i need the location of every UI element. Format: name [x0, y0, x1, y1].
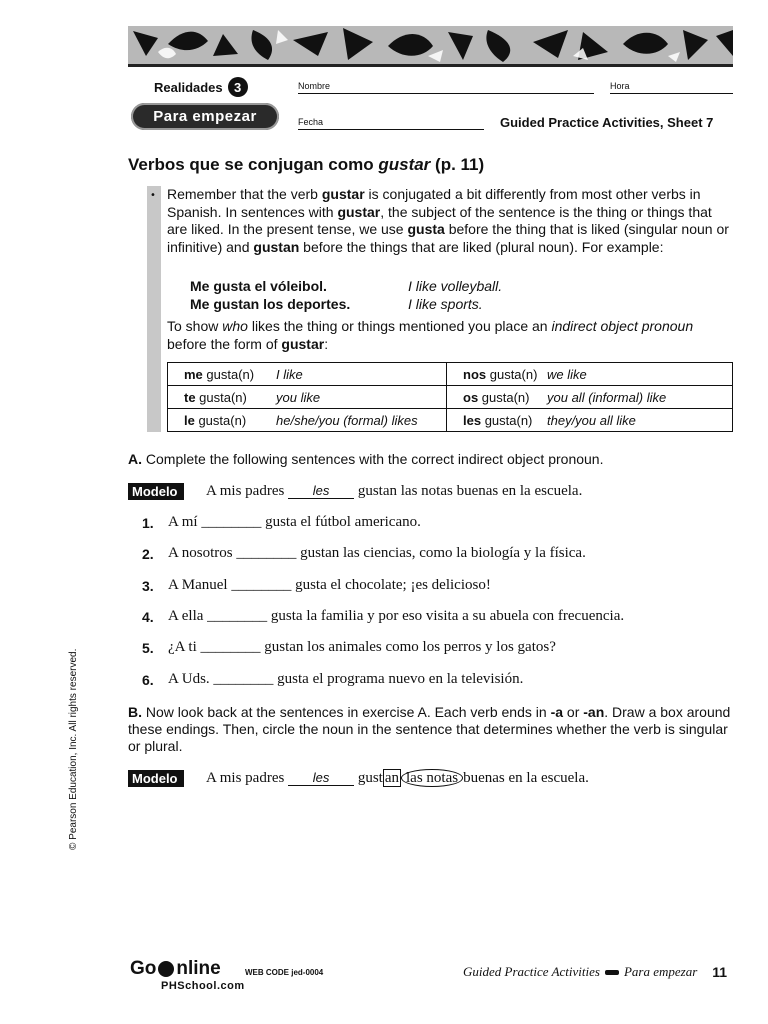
hora-line: [610, 93, 733, 94]
pronoun-table: [167, 362, 733, 432]
fecha-label: Fecha: [298, 117, 324, 127]
header-banner: [128, 26, 733, 64]
item-number: 6.: [142, 672, 154, 688]
level-badge: 3: [228, 77, 248, 97]
example-2: Me gustan los deportes. I like sports.: [190, 296, 483, 312]
item-number: 3.: [142, 578, 154, 594]
modelo-a-sentence: A mis padres les gustan las notas buenas en la escuela.: [206, 483, 583, 499]
hora-label: Hora: [610, 81, 630, 91]
item-sentence: A nosotros ________ gustan las ciencias, como la biología y la física.: [168, 545, 586, 561]
bullet-icon: •: [150, 190, 156, 201]
explanation-text: Remember that the verb gustar is conjugated a bit differently from most other verbs in Spanish. In sentences with gustar, the subject of the sentence is the thing or things that are liked. In the present tense, we use gusta before the thing that is liked (singular noun or infinitive) and gustan before the things that are liked (plural noun). For example:: [167, 186, 729, 255]
web-code: WEB CODE jed-0004: [245, 968, 324, 977]
explanation-text-2: To show who likes the thing or things mentioned you place an indirect object pronoun before the form of gustar:: [167, 318, 694, 352]
table-row: le gusta(n) he/she/you (formal) likes les gusta(n) they/you all like: [168, 409, 733, 432]
copyright-text: © Pearson Education, Inc. All rights reserved.: [68, 648, 79, 850]
page-title: Verbos que se conjugan como gustar (p. 11): [128, 155, 485, 174]
header-rule: [128, 64, 733, 67]
item-sentence: ¿A ti ________ gustan los animales como los perros y los gatos?: [168, 639, 556, 655]
page-number: 11: [712, 964, 728, 980]
explanation-sidebar: [147, 186, 161, 432]
nombre-line: [298, 93, 594, 94]
go-online-logo: Go nline WEB CODE jed-0004 PHSchool.com: [130, 958, 324, 992]
footer-info: Guided Practice Activities Para empezar 11: [463, 964, 728, 980]
series-label: Realidades 3: [154, 77, 248, 97]
table-row: me gusta(n) I like nos gusta(n) we like: [168, 363, 733, 386]
part-b-instruction: B. Now look back at the sentences in exercise A. Each verb ends in -a or -an. Draw a box around these endings. Then, circle the noun in the sentence that determines whether the verb is singular or plural.: [128, 704, 731, 754]
item-number: 4.: [142, 609, 154, 625]
modelo-b-sentence: A mis padres les gust an las notas buenas en la escuela.: [206, 770, 589, 786]
item-number: 5.: [142, 640, 154, 656]
modelo-a-answer: les: [288, 484, 354, 499]
item-number: 2.: [142, 546, 154, 562]
item-number: 1.: [142, 515, 154, 531]
modelo-tag-b: Modelo: [128, 770, 184, 787]
noun-circle: las notas: [401, 769, 463, 787]
globe-icon: [158, 961, 174, 977]
modelo-b-answer: les: [288, 771, 354, 786]
chapter-pill: Para empezar: [131, 103, 279, 130]
fecha-line: [298, 129, 484, 130]
item-sentence: A ella ________ gusta la familia y por eso visita a su abuela con frecuencia.: [168, 608, 625, 624]
part-a-instruction: A. Complete the following sentences with the correct indirect object pronoun.: [128, 451, 604, 467]
item-sentence: A Uds. ________ gusta el programa nuevo en la televisión.: [168, 671, 524, 687]
example-1: Me gusta el vóleibol. I like volleyball.: [190, 278, 503, 294]
item-sentence: A mí ________ gusta el fútbol americano.: [168, 514, 421, 530]
modelo-tag-a: Modelo: [128, 483, 184, 500]
dash-icon: [605, 970, 619, 975]
verb-ending-box: an: [384, 770, 400, 786]
table-row: te gusta(n) you like os gusta(n) you all (informal) like: [168, 386, 733, 409]
phschool-link[interactable]: PHSchool.com: [161, 980, 245, 992]
sheet-title: Guided Practice Activities, Sheet 7: [500, 115, 714, 130]
nombre-label: Nombre: [298, 81, 331, 91]
item-sentence: A Manuel ________ gusta el chocolate; ¡es delicioso!: [168, 577, 491, 593]
